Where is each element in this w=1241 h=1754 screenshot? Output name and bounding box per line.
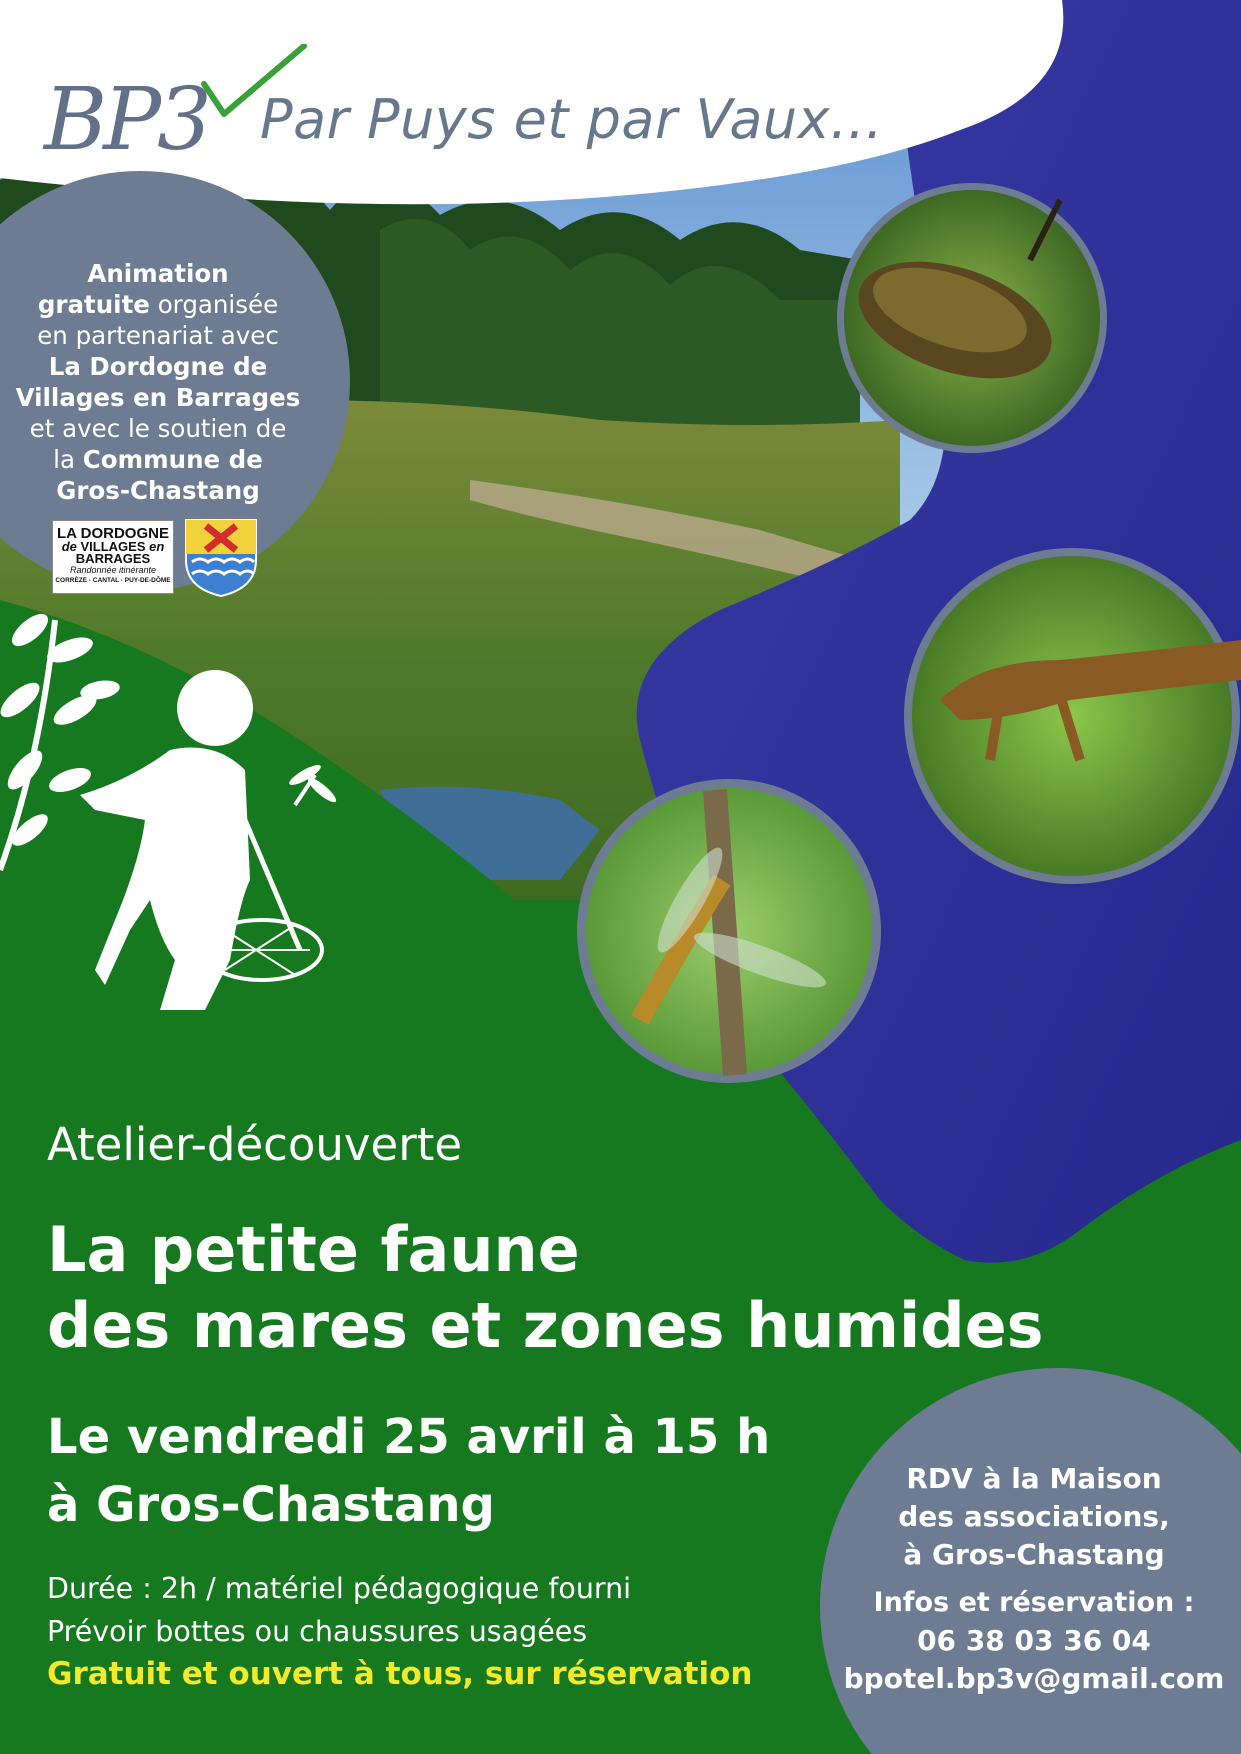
beetle-photo bbox=[837, 183, 1107, 453]
dragonfly-photo bbox=[577, 779, 881, 1083]
dordogne-villages-logo: LA DORDOGNE de VILLAGES en BARRAGES Randonnée itinérante CORRÈZE · CANTAL · PUY-DE-DÔME bbox=[52, 520, 174, 594]
header-logo bbox=[44, 44, 884, 170]
free-highlight: Gratuit et ouvert à tous, sur réservation bbox=[47, 1656, 753, 1692]
logo-text: BP3 bbox=[44, 70, 208, 170]
event-kicker: Atelier-découverte bbox=[47, 1118, 463, 1171]
commune-crest-icon bbox=[184, 518, 258, 598]
info-label: Infos et réservation : bbox=[873, 1587, 1195, 1618]
contact-block: RDV à la Maison des associations, à Gros-Chastang Infos et réservation : 06 38 03 36 04 bpotel.bp3v@gmail.com bbox=[828, 1460, 1240, 1698]
email-address: bpotel.bp3v@gmail.com bbox=[843, 1662, 1225, 1695]
partner-text: Animation gratuite organisée en partenariat avec La Dordogne de Villages en Barrages et avec le soutien de la Commune de Gros-Chastang bbox=[15, 259, 301, 505]
event-details: Durée : 2h / matériel pédagogique fourni Prévoir bottes ou chaussures usagées Gratuit et ouvert à tous, sur réservation bbox=[47, 1567, 752, 1696]
phone-number: 06 38 03 36 04 bbox=[917, 1624, 1151, 1657]
newt-photo bbox=[904, 548, 1241, 884]
event-date: Le vendredi 25 avril à 15 h à Gros-Chastang bbox=[47, 1409, 771, 1533]
tagline: Par Puys et par Vaux... bbox=[260, 88, 884, 151]
event-title: La petite faune des mares et zones humides bbox=[47, 1213, 1044, 1362]
